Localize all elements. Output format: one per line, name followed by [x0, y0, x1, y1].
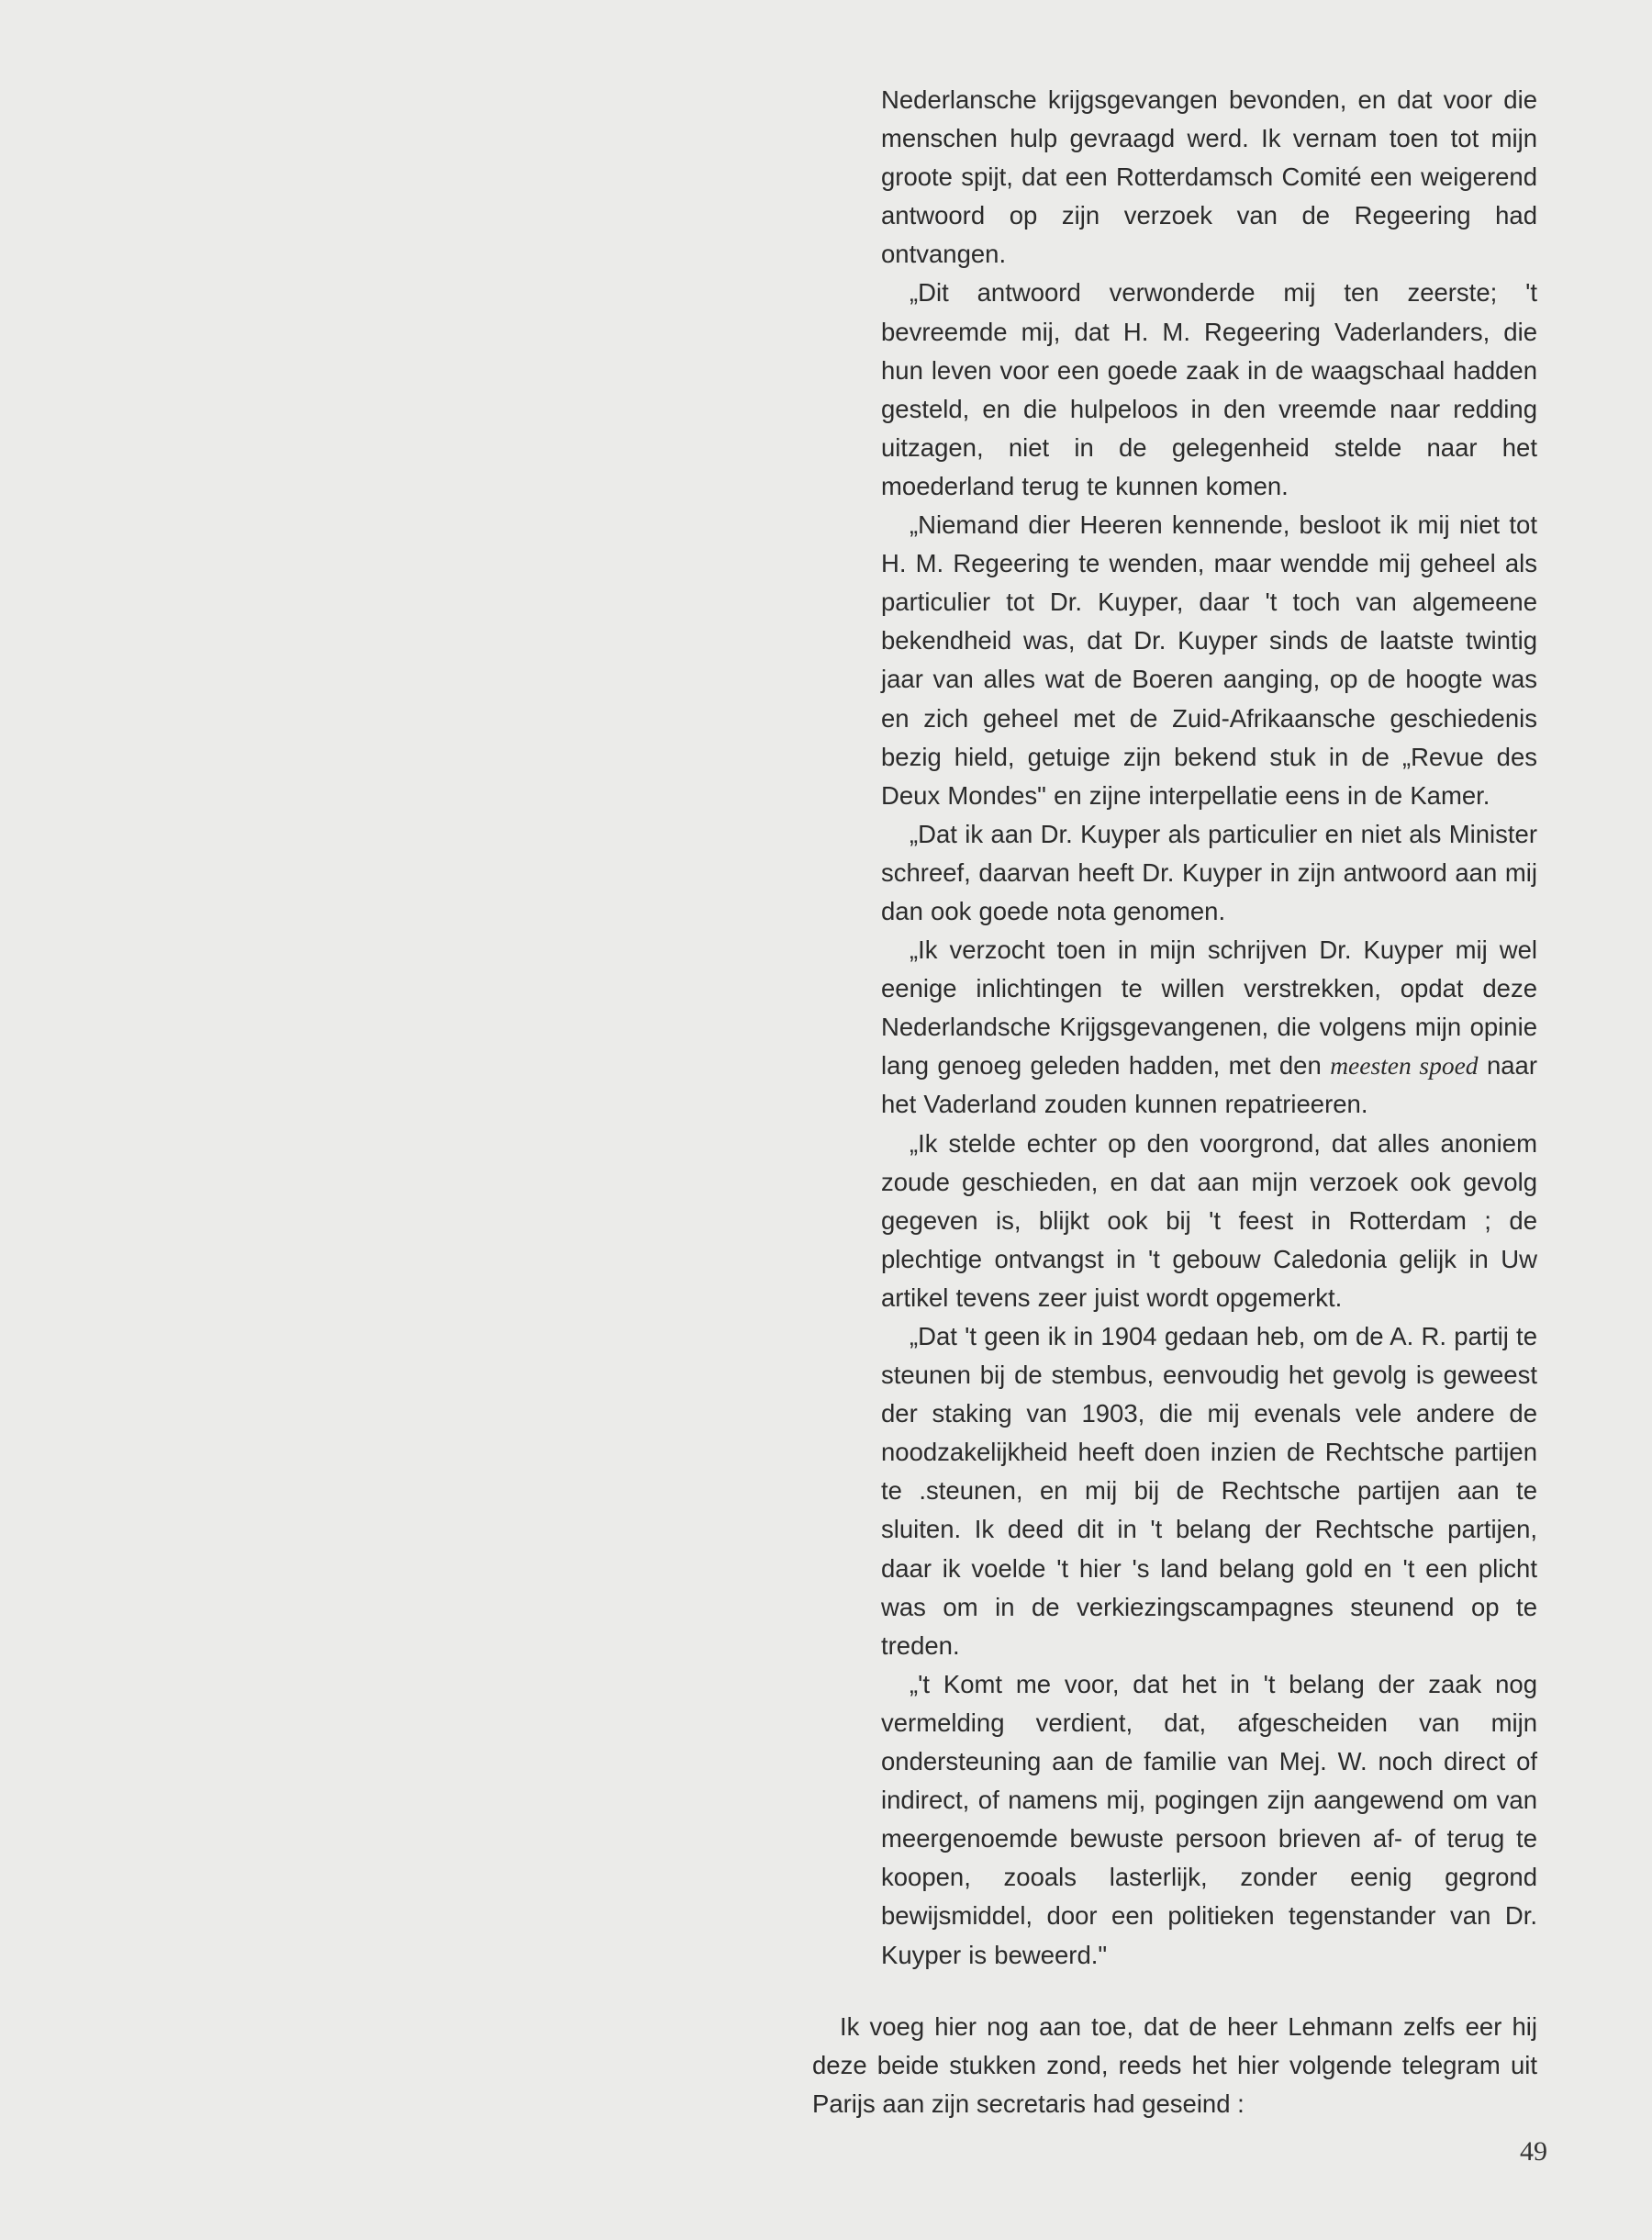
paragraph-closing: Ik voeg hier nog aan toe, dat de heer Lehmann zelfs eer hij deze beide stukken zond, reeds het hier volgende telegram uit Parijs aan zijn secretaris had geseind : [812, 2012, 1537, 2119]
paragraph-as-private-citizen: „Dat ik aan Dr. Kuyper als particulier en niet als Minister schreef, daarvan heeft Dr. Kuyper in zijn antwoord aan mij dan ook goede nota genomen. [881, 819, 1537, 925]
quoted-letter [881, 81, 1537, 1975]
paragraph-1904-support: „Dat 't geen ik in 1904 gedaan heb, om de A. R. partij te steunen bij de stembus, eenvoudig het gevolg is geweest der staking van 1903, die mij evenals vele andere de noodzakelijkheid heeft doen inzien de Rechtsche partijen te .steunen, en mij bij de Rechtsche partijen aan te sluiten. Ik deed dit in 't belang der Rechtsche partijen, daar ik voelde 't hier 's land belang gold en 't een plicht was om in de verkiezingscampagnes steunend op te treden. [881, 1322, 1537, 1660]
paragraph-request-information [881, 931, 1537, 1124]
paragraph-answer-surprise: „Dit antwoord verwonderde mij ten zeerste; 't bevreemde mij, dat H. M. Regeering Vaderlanders, die hun leven voor een goede zaak in de waagschaal hadden gesteld, en die hulpeloos in den vreemde naar redding uitzagen, niet in de gelegenheid stelde naar het moederland terug te kunnen komen. [881, 278, 1537, 500]
paragraph-wrote-kuyper: „Niemand dier Heeren kennende, besloot ik mij niet tot H. M. Regeering te wenden, maar wendde mij geheel als particulier tot Dr. Kuyper, daar 't toch van algemeene bekendheid was, dat Dr. Kuyper sinds de laatste twintig jaar van alles wat de Boeren aanging, op de hoogte was en zich geheel met de Zuid-Afrikaansche geschiedenis bezig hield, getuige zijn bekend stuk in de „Revue des Deux Mondes" en zijne interpellatie eens in de Kamer. [881, 510, 1537, 810]
italic-phrase: meesten spoed [1330, 1051, 1479, 1081]
paragraph-letters-claim: „'t Komt me voor, dat het in 't belang der zaak nog vermelding verdient, dat, afgescheiden van mijn ondersteuning aan de familie van Mej. W. noch direct of indirect, of namens mij, pogingen zijn aangewend om van meergenoemde bewuste persoon brieven af- of terug te koopen, zooals lasterlijk, zonder eenig gegrond bewijsmiddel, door een politieken tegenstander van Dr. Kuyper is beweerd." [881, 1669, 1537, 1969]
page-number: 49 [1520, 2136, 1547, 2167]
text-run: naar het Vaderland zouden kunnen repatrieeren. [881, 1051, 1538, 1119]
paragraph-continuation: Nederlansche krijgsgevangen bevonden, en dat voor die menschen hulp gevraagd werd. Ik vernam toen tot mijn groote spijt, dat een Rotterdamsch Comité een weigerend antwoord op zijn verzoek van de Regeering had ontvangen. [881, 85, 1537, 269]
paragraph-anonymous: „Ik stelde echter op den voorgrond, dat alles anoniem zoude geschieden, en dat aan mijn verzoek ook gevolg gegeven is, blijkt ook bij 't feest in Rotterdam ; de plechtige ontvangst in 't gebouw Caledonia gelijk in Uw artikel tevens zeer juist wordt opgemerkt. [881, 1128, 1537, 1312]
text-run: „Ik verzocht toen in mijn schrijven Dr. Kuyper mij wel eenige inlichtingen te willen verstrekken, opdat deze Nederlandsche Krijgsgevangenen, die volgens mijn opinie lang genoeg geleden hadden, met den [881, 935, 1537, 1081]
